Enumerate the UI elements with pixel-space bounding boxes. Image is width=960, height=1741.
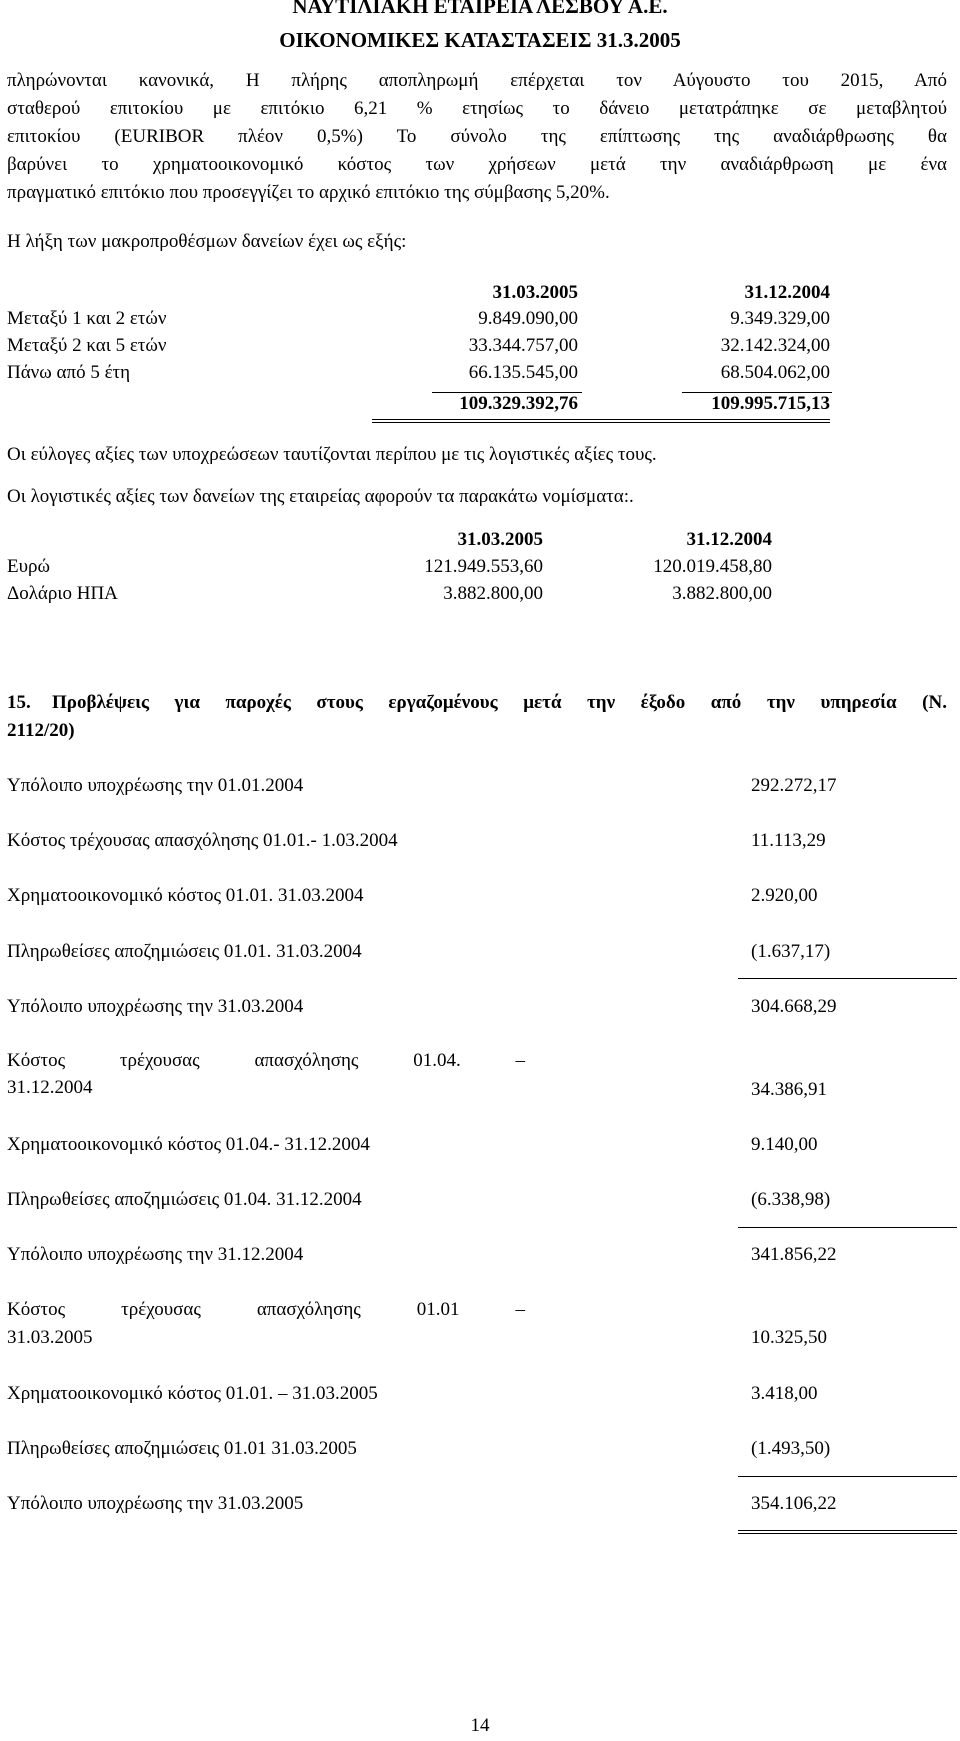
currency-intro: Οι λογιστικές αξίες των δανείων της εταιρείας αφορούν τα παρακάτω νομίσματα:.: [7, 486, 634, 507]
maturity-row-value-2004: 68.504.062,00: [720, 362, 830, 383]
company-name: ΝΑΥΤΙΛΙΑΚΗ ΕΤΑΙΡΕΙΑ ΛΕΣΒΟΥ Α.Ε.: [292, 0, 668, 18]
currency-row-value-2005: 121.949.553,60: [424, 556, 543, 577]
provision-value: 3.418,00: [751, 1383, 818, 1404]
currency-row-value-2004: 3.882.800,00: [672, 583, 772, 604]
provision-label: Κόστος τρέχουσας απασχόλησης 01.01 –: [7, 1299, 525, 1320]
document-subtitle: ΟΙΚΟΝΟΜΙΚΕΣ ΚΑΤΑΣΤΑΣΕΙΣ 31.3.2005: [279, 28, 681, 52]
provision-label: Χρηματοοικονομικό κόστος 01.01. 31.03.2004: [7, 885, 364, 906]
provision-label: Πληρωθείσες αποζημιώσεις 01.01 31.03.2005: [7, 1438, 357, 1459]
currency-col-header-2005: 31.03.2005: [457, 529, 543, 550]
provision-value: (6.338,98): [751, 1189, 831, 1210]
maturity-row-value-2005: 9.849.090,00: [478, 308, 578, 329]
subtotal-rule: [738, 1227, 957, 1228]
provision-label: Πληρωθείσες αποζημιώσεις 01.01. 31.03.2004: [7, 941, 362, 962]
maturity-col-header-2005: 31.03.2005: [492, 282, 578, 303]
provision-label: 31.12.2004: [7, 1077, 93, 1098]
provision-value: 2.920,00: [751, 885, 818, 906]
maturity-row-label: Πάνω από 5 έτη: [7, 362, 131, 383]
currency-row-label: Δολάριο ΗΠΑ: [7, 583, 118, 604]
section-title-line: 2112/20): [7, 720, 75, 741]
fair-value-note: Οι εύλογες αξίες των υποχρεώσεων ταυτίζονται περίπου με τις λογιστικές αξίες τους.: [7, 444, 657, 465]
maturity-row-value-2004: 32.142.324,00: [720, 335, 830, 356]
provision-value: 10.325,50: [751, 1327, 827, 1348]
maturity-row-value-2005: 66.135.545,00: [468, 362, 578, 383]
currency-row-label: Ευρώ: [7, 556, 51, 577]
currency-row-value-2004: 120.019.458,80: [653, 556, 772, 577]
subtotal-rule: [738, 978, 957, 979]
page-number: 14: [470, 1715, 490, 1736]
maturity-col-header-2004: 31.12.2004: [744, 282, 830, 303]
provision-value: 292.272,17: [751, 775, 837, 796]
maturity-row-label: Μεταξύ 1 και 2 ετών: [7, 308, 167, 329]
provision-value: (1.637,17): [751, 941, 831, 962]
subtotal-rule: [738, 1476, 957, 1477]
provision-label: 31.03.2005: [7, 1327, 93, 1348]
section-title-line: Προβλέψεις για παροχές στους εργαζομένους μετά την έξοδο από την υπηρεσία (Ν.: [52, 692, 947, 713]
provision-label: Χρηματοοικονομικό κόστος 01.01. – 31.03.2005: [7, 1383, 378, 1404]
maturity-row-value-2005: 33.344.757,00: [468, 335, 578, 356]
section-number: 15.: [7, 692, 31, 713]
maturity-row-value-2004: 9.349.329,00: [730, 308, 830, 329]
provision-label: Κόστος τρέχουσας απασχόλησης 01.04. –: [7, 1050, 525, 1071]
provision-label: Υπόλοιπο υποχρέωσης την 31.12.2004: [7, 1244, 304, 1265]
provision-value: 341.856,22: [751, 1244, 837, 1265]
maturity-intro: Η λήξη των μακροπροθέσμων δανείων έχει ως εξής:: [7, 231, 407, 252]
currency-row-value-2005: 3.882.800,00: [443, 583, 543, 604]
provision-label: Πληρωθείσες αποζημιώσεις 01.04. 31.12.2004: [7, 1189, 362, 1210]
final-total-double-rule: [738, 1533, 957, 1534]
maturity-total-double-rule: [372, 422, 830, 423]
provision-value: 354.106,22: [751, 1493, 837, 1514]
final-total-double-rule: [738, 1530, 957, 1531]
intro-paragraph: [7, 67, 947, 207]
intro-line: πραγματικό επιτόκιο που προσεγγίζει το αρχικό επιτόκιο της σύμβασης 5,20%.: [7, 182, 610, 203]
provision-label: Υπόλοιπο υποχρέωσης την 01.01.2004: [7, 775, 304, 796]
maturity-total-2005: 109.329.392,76: [459, 393, 578, 414]
provision-label: Υπόλοιπο υποχρέωσης την 31.03.2005: [7, 1493, 304, 1514]
intro-line: επιτοκίου (EURIBOR πλέον 0,5%) Το σύνολο της επίπτωσης της αναδιάρθρωσης θα: [7, 126, 947, 147]
intro-line: βαρύνει το χρηματοοικονομικό κόστος των χρήσεων μετά την αναδιάρθρωση με ένα: [7, 154, 947, 175]
provision-label: Κόστος τρέχουσας απασχόλησης 01.01.- 1.03.2004: [7, 830, 398, 851]
maturity-total-2004: 109.995.715,13: [711, 393, 830, 414]
maturity-total-double-rule: [372, 419, 830, 420]
maturity-row-label: Μεταξύ 2 και 5 ετών: [7, 335, 167, 356]
intro-line: πληρώνονται κανονικά, Η πλήρης αποπληρωμή επέρχεται τον Αύγουστο του 2015, Από: [7, 70, 947, 91]
provision-value: 9.140,00: [751, 1134, 818, 1155]
provision-value: 34.386,91: [751, 1079, 827, 1100]
intro-line: σταθερού επιτοκίου με επιτόκιο 6,21 % ετησίως το δάνειο μετατράπηκε σε μεταβλητού: [7, 98, 947, 119]
provision-label: Χρηματοοικονομικό κόστος 01.04.- 31.12.2004: [7, 1134, 370, 1155]
currency-col-header-2004: 31.12.2004: [686, 529, 772, 550]
provision-label: Υπόλοιπο υποχρέωσης την 31.03.2004: [7, 996, 304, 1017]
provision-value: 304.668,29: [751, 996, 837, 1017]
provision-value: 11.113,29: [751, 830, 826, 851]
provision-value: (1.493,50): [751, 1438, 831, 1459]
